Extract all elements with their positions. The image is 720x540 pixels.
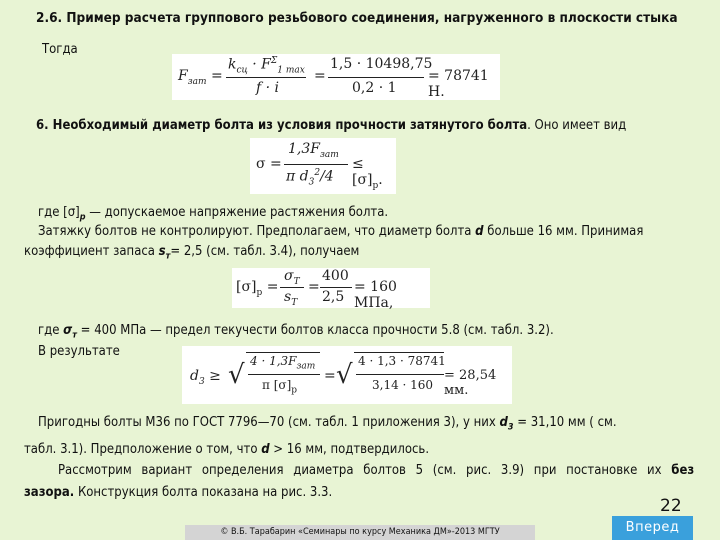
slide-heading: 2.6. Пример расчета группового резьбового соединения, нагруженного в плоскости стыка [36,10,678,26]
consider-variant-paragraph: Рассмотрим вариант определения диаметра болтов 5 (см. рис. 3.9) при постановке их без зазора. Конструкция болта показана на рис. 3.3. [24,463,695,500]
formula-allowable-stress: $[\sigma]_р$ = $\sigma_Т$ $s_Т$ = 400 2,5 = 160 МПа, [232,268,430,308]
formula-sigma: σ = $1,3F_{зат}$ π $d_3^2/4$ ≤ $[\sigma]_р$. [250,138,396,194]
where-allowable-stress: где $[\sigma]_р$ — допускаемое напряжение растяжения болта. [38,205,389,223]
formula-d3: $d_3$ ≥ √ $4 \cdot 1,3F_{зат}$ π $[\sigma]_р$ = √ 4 · 1,3 · 78741 3,14 · 160 = 28,54 мм. [182,346,512,404]
safety-factor-text: коэффициент запаса $s_т= 2,5$ (см. табл. 3.4), получаем [24,244,360,262]
page-number: 22 [660,496,682,516]
result-label: В результате [38,344,120,359]
formula-f-zat: $F_{зат}$ = $k_{сц} \cdot F^\Sigma_{1 max}$ f · i = 1,5 · 10498,75 0,2 · 1 = 78741 Н. [172,54,500,100]
footer-credit: © В.Б. Тарабарин «Семинары по курсу Механика ДМ»-2013 МГТУ [185,525,535,540]
forward-button[interactable]: Вперед [612,516,693,540]
section-6-title: 6. Необходимый диаметр болта из условия прочности затянутого болта. Оно имеет вид [36,118,627,133]
tightening-text: Затяжку болтов не контролируют. Предполагаем, что диаметр болта d больше 16 мм. Принимая [38,224,644,239]
then-label: Тогда [42,42,78,57]
bolts-suitable-paragraph: Пригодны болты М36 по ГОСТ 7796—70 (см. табл. 1 приложения 3), у них $d_3 = 31,10$ мм ( см. табл. 3.1). Предположение о том, что d > 16 мм, подтвердилось. [24,415,617,457]
where-yield-stress: где $\sigma_т = 400$ МПа — предел текучести болтов класса прочности 5.8 (см. табл. 3.2). [38,323,554,341]
